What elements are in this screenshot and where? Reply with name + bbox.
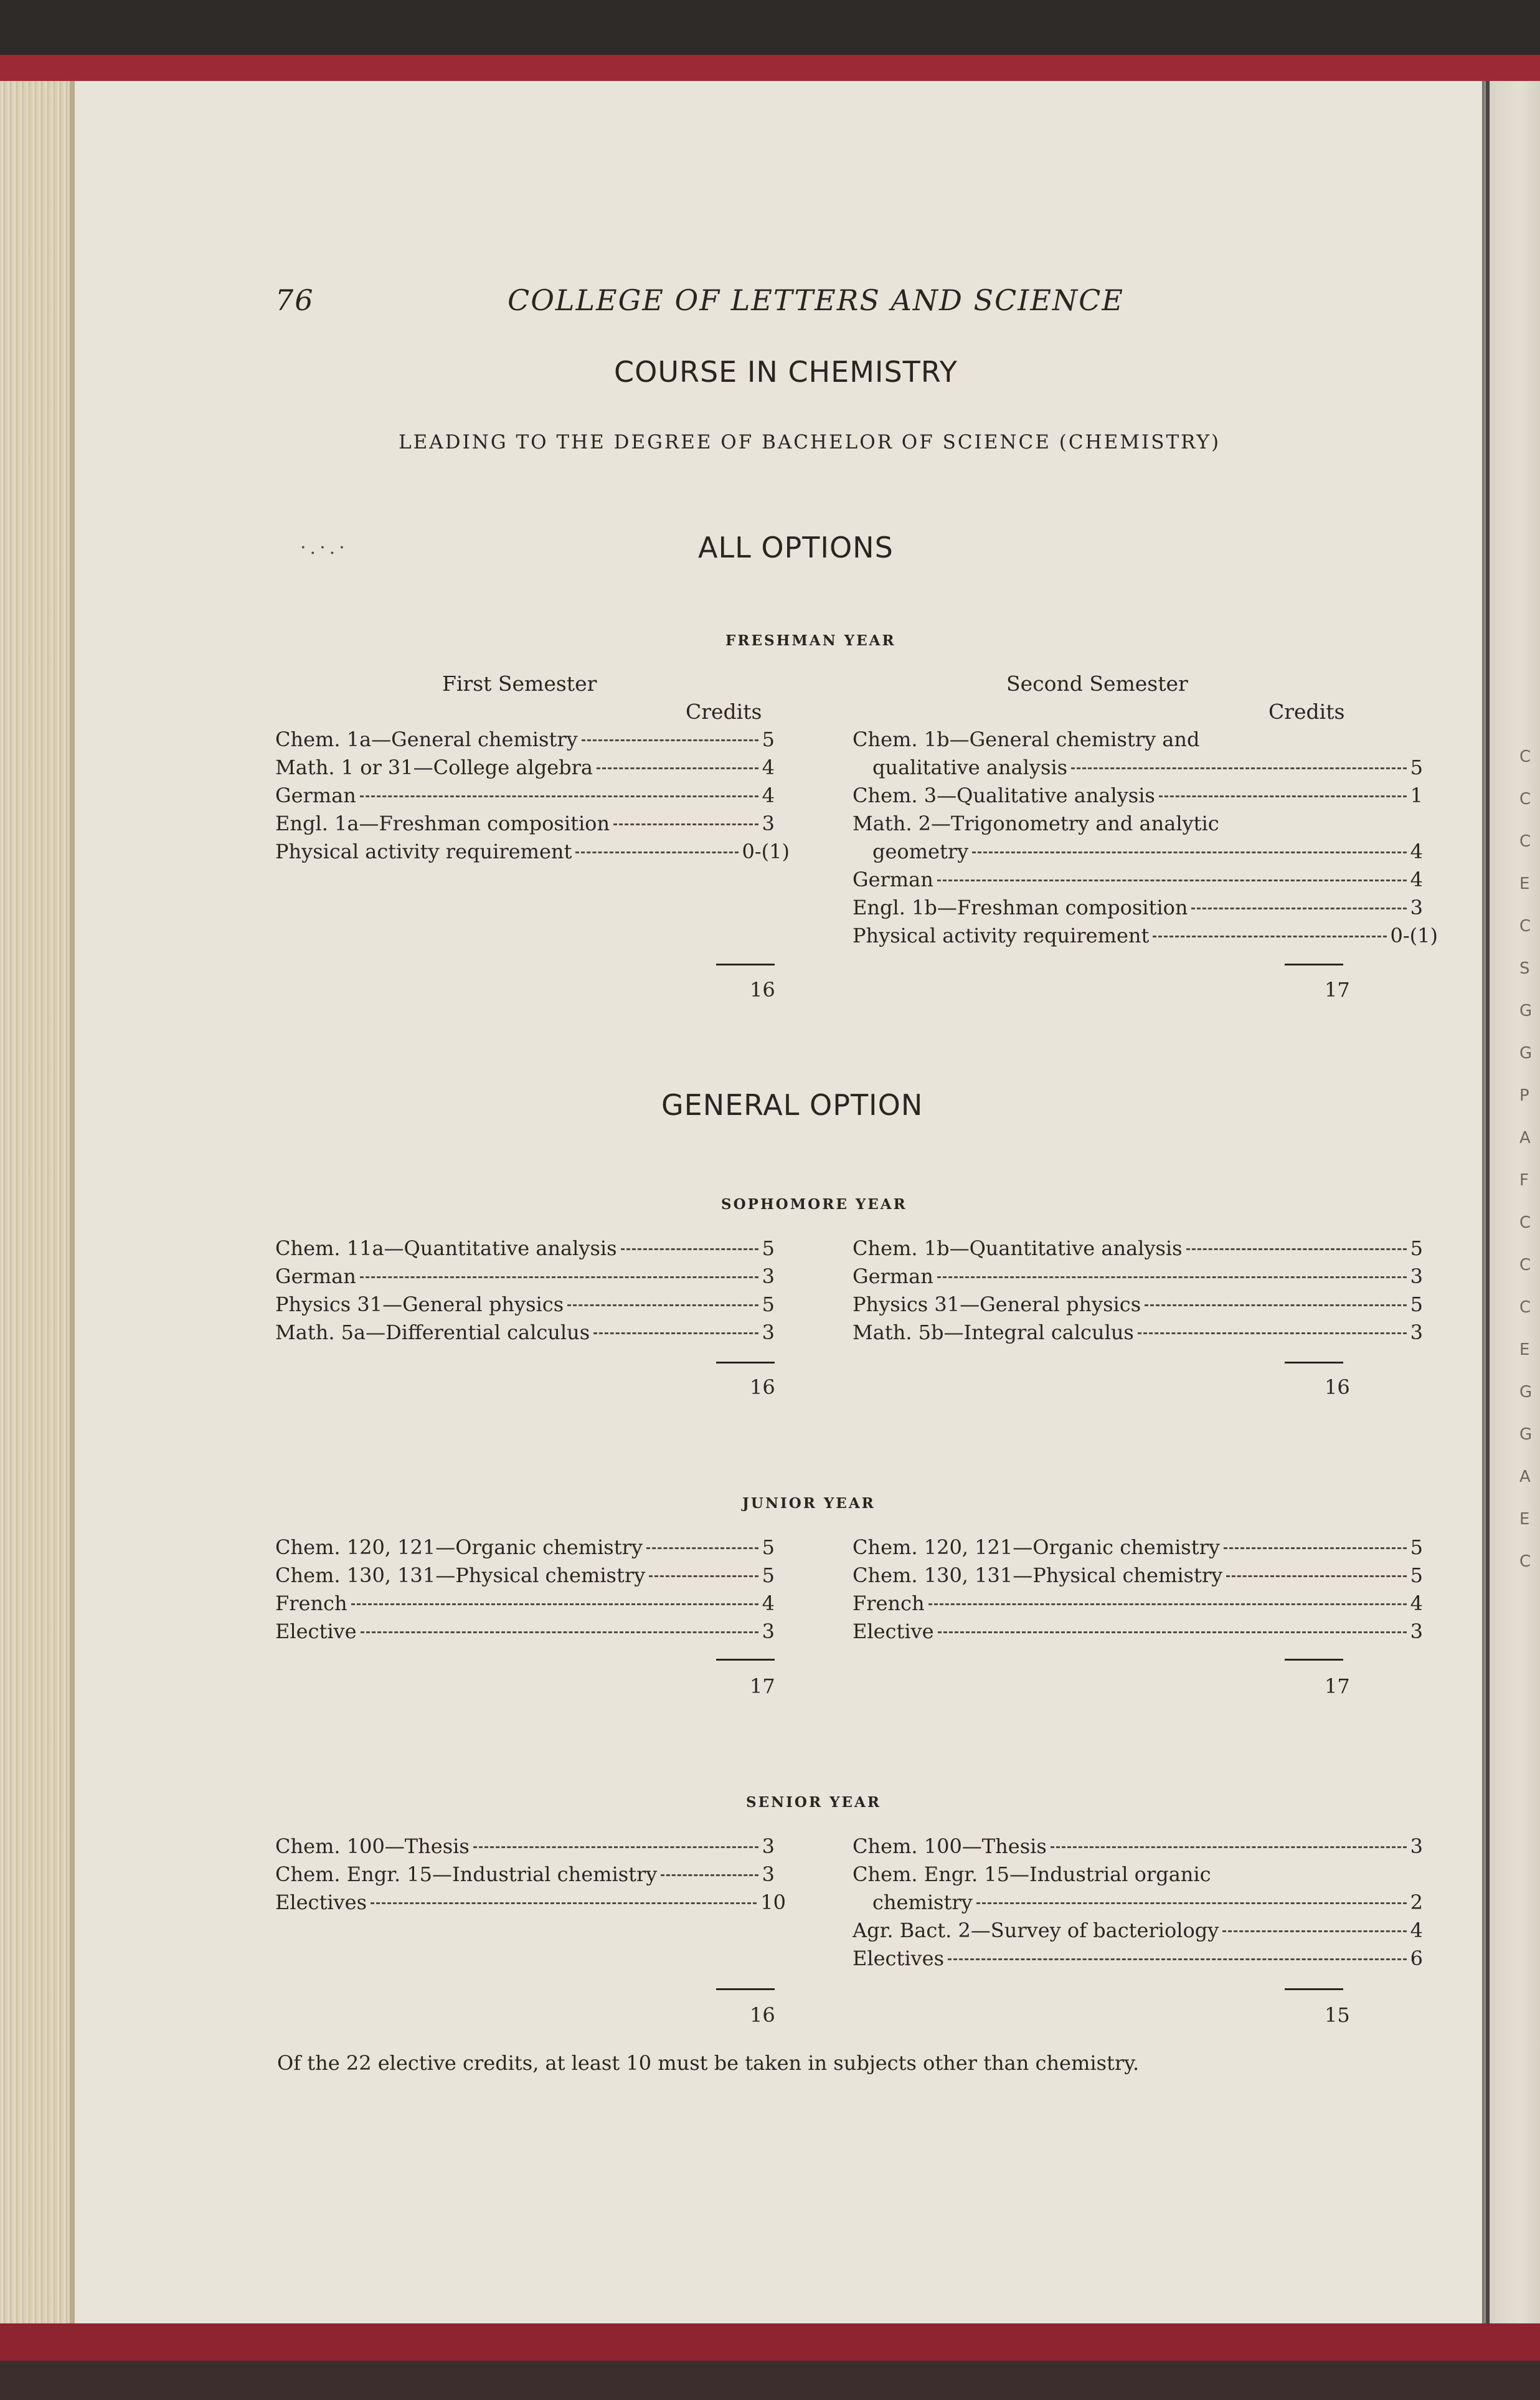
total-rule — [716, 1362, 775, 1364]
total-rule — [716, 1988, 775, 1990]
course-row: Chem. 11a—Quantitative analysis 5 — [275, 1236, 775, 1260]
running-head-title: COLLEGE OF LETTERS AND SCIENCE — [508, 283, 1124, 317]
total-credits: 16 — [750, 978, 775, 1002]
course-row: German 4 — [275, 784, 775, 807]
scanner-bottom-edge — [0, 2361, 1540, 2400]
course-row: Chem. 100—Thesis 3 — [853, 1834, 1423, 1858]
total-credits: 15 — [1325, 2003, 1350, 2027]
course-row: German 4 — [853, 868, 1423, 891]
book-page — [75, 81, 1482, 2323]
total-rule — [716, 1659, 775, 1661]
course-line: Math. 2—Trigonometry and analytic — [853, 812, 1219, 835]
course-subtitle: LEADING TO THE DEGREE OF BACHELOR OF SCIENCE (CHEMISTRY) — [399, 431, 1221, 453]
course-row: Agr. Bact. 2—Survey of bacteriology 4 — [853, 1919, 1423, 1942]
course-row: Engl. 1a—Freshman composition 3 — [275, 812, 775, 835]
total-credits: 17 — [1325, 1674, 1350, 1698]
course-line: Chem. 1b—General chemistry and — [853, 728, 1200, 751]
course-row: Chem. 120, 121—Organic chemistry 5 — [275, 1535, 775, 1559]
course-row: Chem. 1a—General chemistry 5 — [275, 728, 775, 751]
course-row: Physics 31—General physics 5 — [853, 1292, 1423, 1316]
binding-gutter — [1486, 81, 1490, 2323]
total-credits: 17 — [750, 1674, 775, 1698]
scanner-top-edge — [0, 0, 1540, 59]
course-row: French 4 — [853, 1591, 1423, 1615]
general-option-heading: GENERAL OPTION — [661, 1088, 924, 1122]
page-number: 76 — [275, 283, 314, 317]
course-row: Math. 5b—Integral calculus 3 — [853, 1321, 1423, 1344]
sophomore-year-heading: SOPHOMORE YEAR — [721, 1196, 907, 1213]
total-credits: 16 — [750, 2003, 775, 2027]
course-row: Chem. 3—Qualitative analysis 1 — [853, 784, 1423, 807]
course-row: Math. 5a—Differential calculus 3 — [275, 1321, 775, 1344]
total-credits: 16 — [1325, 1375, 1350, 1399]
course-row: Elective 3 — [853, 1620, 1423, 1643]
total-credits: 17 — [1325, 978, 1350, 1002]
course-row: Chem. 130, 131—Physical chemistry 5 — [275, 1563, 775, 1587]
total-rule — [716, 964, 775, 965]
course-row: Physical activity requirement 0-(1) — [853, 924, 1438, 947]
course-row: Engl. 1b—Freshman composition 3 — [853, 896, 1423, 919]
total-rule — [1285, 964, 1343, 965]
book-page-edges — [0, 81, 75, 2323]
junior-year-heading: JUNIOR YEAR — [742, 1495, 876, 1512]
total-rule — [1285, 1988, 1343, 1990]
course-row: chemistry 2 — [872, 1890, 1423, 1914]
course-row: Electives 10 — [275, 1890, 786, 1914]
course-row: Physical activity requirement 0-(1) — [275, 840, 790, 863]
course-title: COURSE IN CHEMISTRY — [614, 355, 958, 389]
total-rule — [1285, 1362, 1343, 1364]
all-options-heading: ALL OPTIONS — [698, 531, 894, 564]
first-semester-header: First Semester — [442, 671, 597, 696]
freshman-year-heading: FRESHMAN YEAR — [725, 632, 896, 649]
course-row: Elective 3 — [275, 1620, 775, 1643]
course-row: Physics 31—General physics 5 — [275, 1292, 775, 1316]
course-row: Chem. Engr. 15—Industrial chemistry 3 — [275, 1862, 775, 1886]
course-row: Chem. 120, 121—Organic chemistry 5 — [853, 1535, 1423, 1559]
course-row: qualitative analysis 5 — [872, 756, 1423, 779]
book-cover-top-edge — [0, 55, 1540, 81]
senior-year-heading: SENIOR YEAR — [746, 1794, 881, 1811]
course-row: French 4 — [275, 1591, 775, 1615]
course-row: geometry 4 — [872, 840, 1423, 863]
second-semester-header: Second Semester — [1006, 671, 1188, 696]
credits-header-second: Credits — [1268, 700, 1345, 724]
course-row: Electives 6 — [853, 1947, 1423, 1970]
total-credits: 16 — [750, 1375, 775, 1399]
print-speckle: ·.·.· — [300, 537, 349, 559]
course-row: German 3 — [853, 1264, 1423, 1288]
total-rule — [1285, 1659, 1343, 1661]
credits-header-first: Credits — [686, 700, 762, 724]
course-line: Chem. Engr. 15—Industrial organic — [853, 1862, 1211, 1886]
course-row: Math. 1 or 31—College algebra 4 — [275, 756, 775, 779]
course-row: Chem. 100—Thesis 3 — [275, 1834, 775, 1858]
footnote: Of the 22 elective credits, at least 10 must be taken in subjects other than chemistry. — [277, 2051, 1140, 2075]
course-row: Chem. 1b—Quantitative analysis 5 — [853, 1236, 1423, 1260]
course-row: Chem. 130, 131—Physical chemistry 5 — [853, 1563, 1423, 1587]
course-row: German 3 — [275, 1264, 775, 1288]
adjacent-page-text-fragments: C C C E C S G G P A F C C C E G G A E C — [1519, 747, 1533, 1571]
